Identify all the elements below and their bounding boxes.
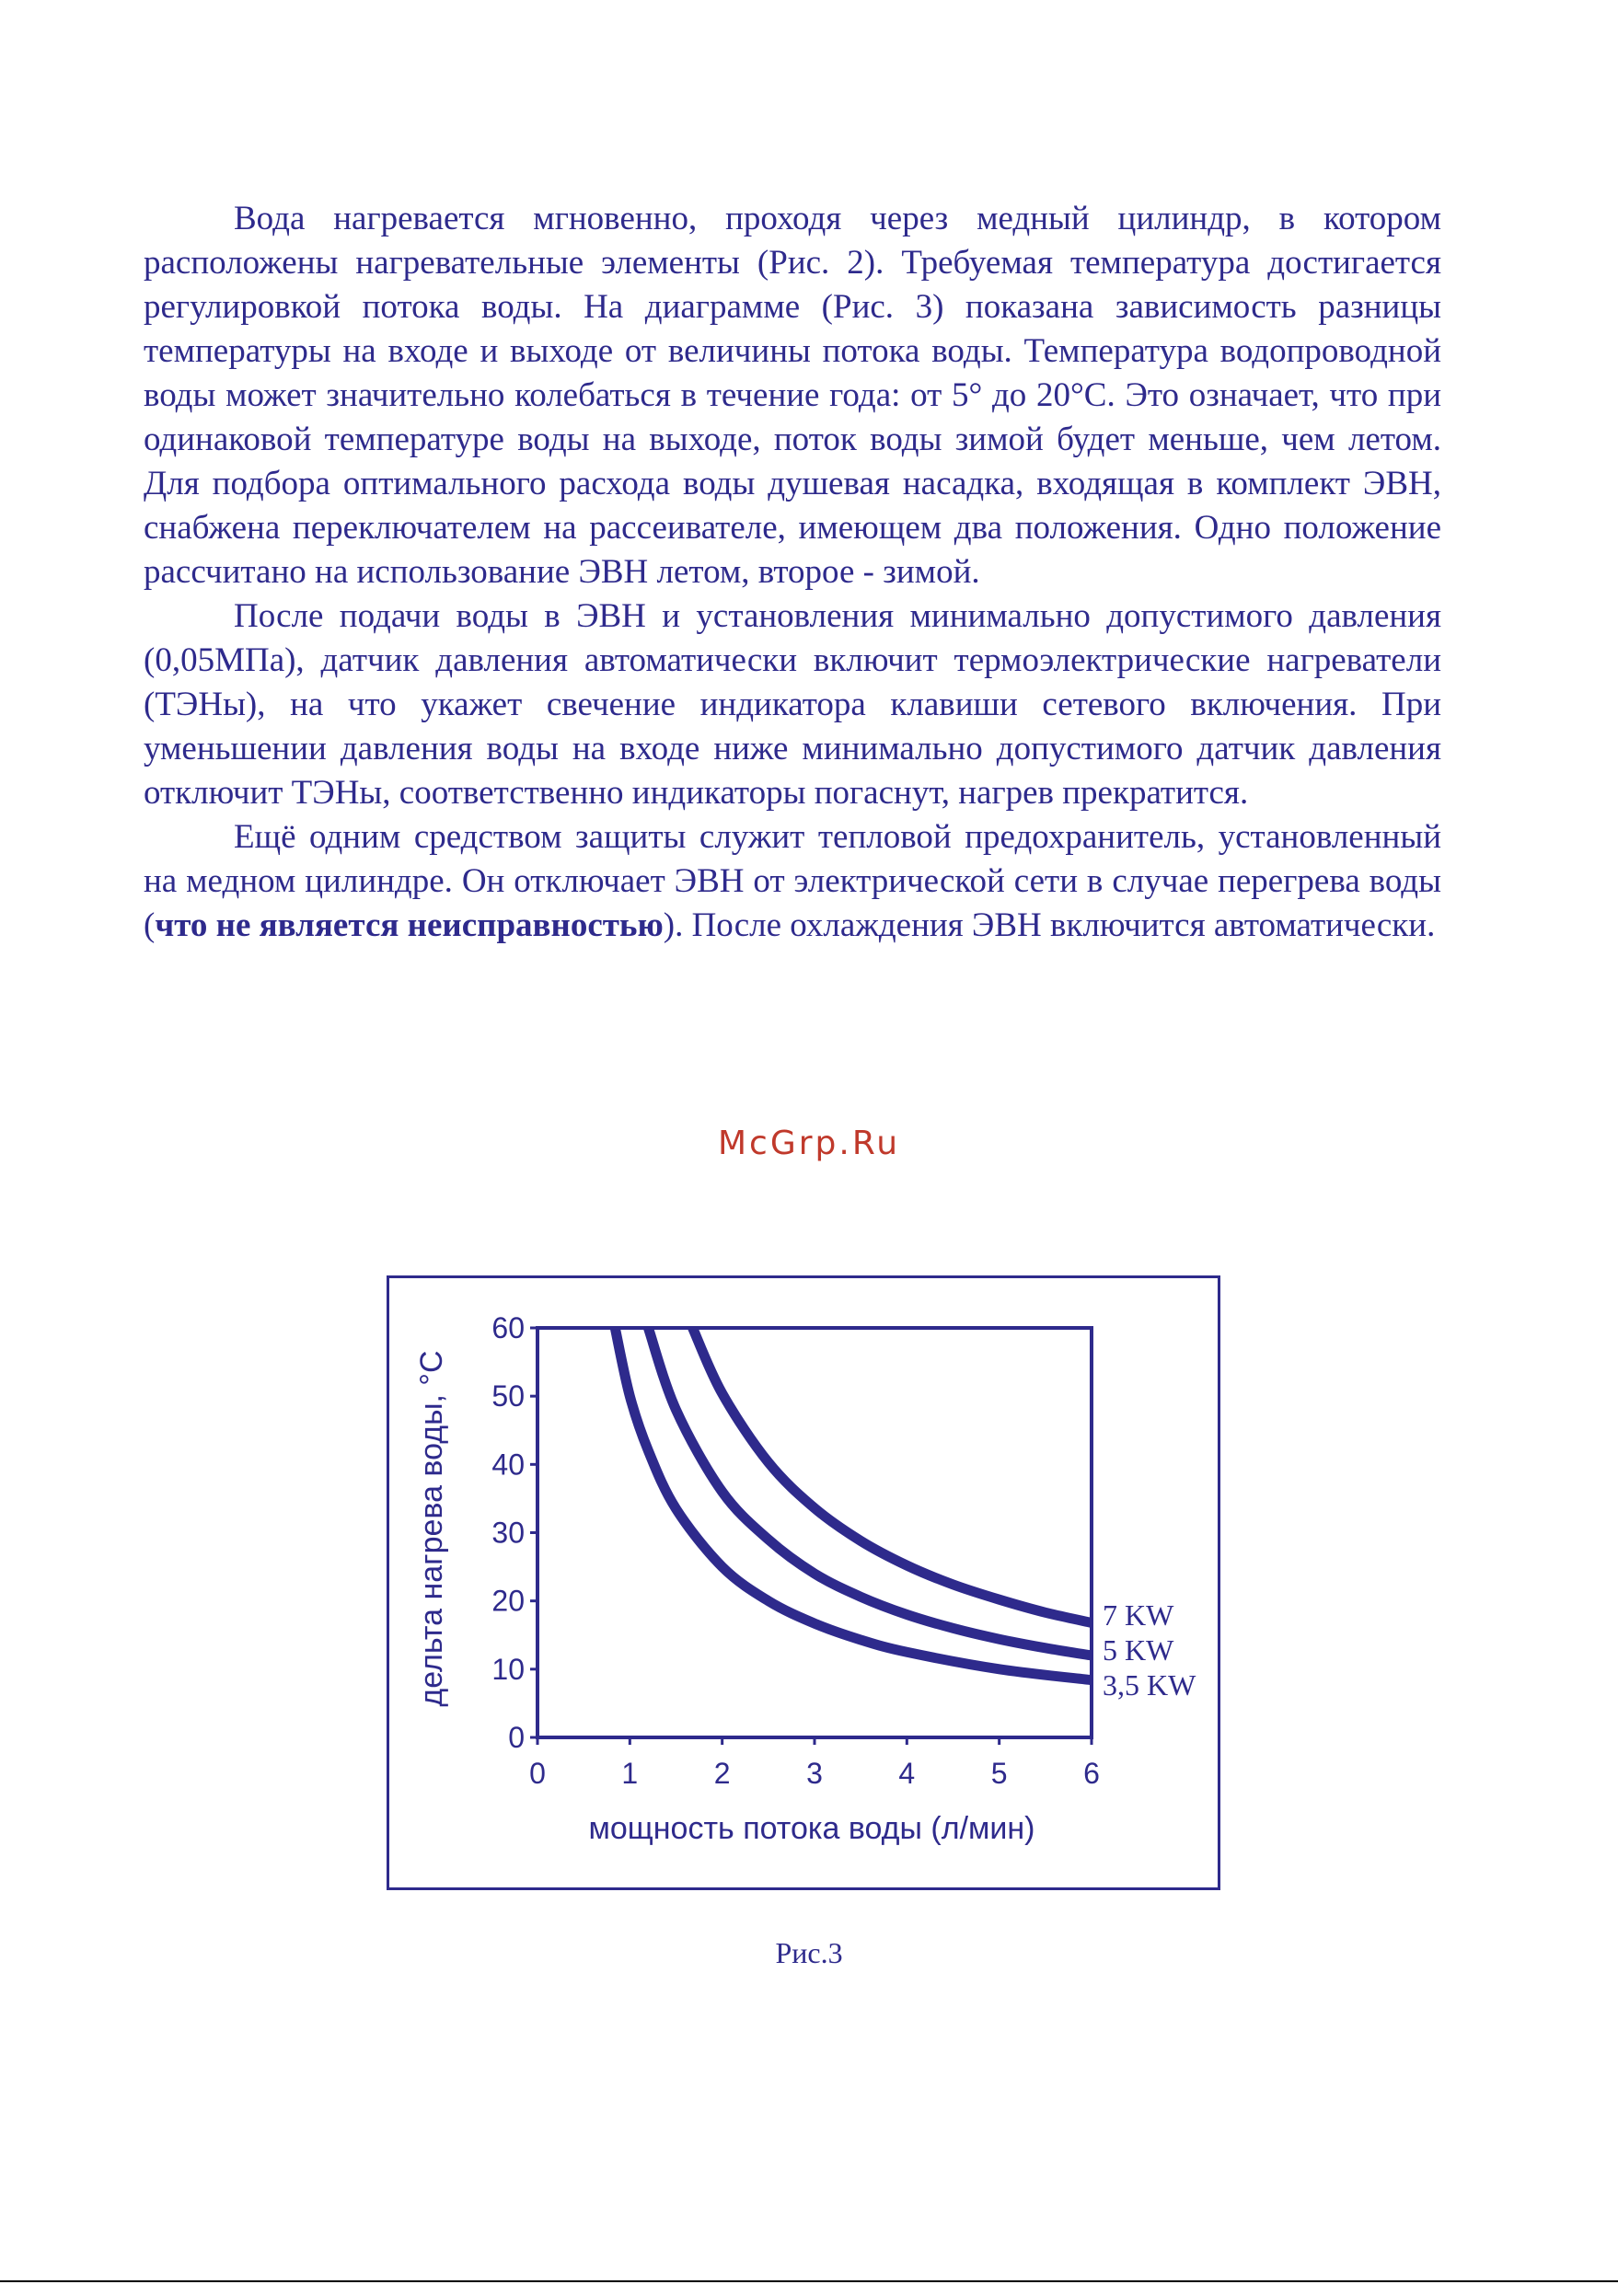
y-tick-label: 50 [491, 1379, 525, 1413]
paragraph-3-bold: что не является неисправностью [155, 906, 664, 944]
y-tick-label: 30 [491, 1516, 525, 1550]
y-tick-label: 20 [491, 1584, 525, 1618]
y-tick-label: 10 [491, 1652, 525, 1686]
plot-area-border [537, 1328, 1092, 1737]
y-tick-label: 0 [508, 1721, 525, 1754]
legend-entry: 7 KW [1103, 1598, 1174, 1632]
x-tick-label: 2 [713, 1757, 731, 1790]
figure-caption: Рис.3 [775, 1936, 843, 1969]
paragraph-3 [144, 815, 1441, 948]
y-axis-label: дельта нагрева воды, °С [414, 1350, 449, 1707]
x-axis-label: мощность потока воды (л/мин) [588, 1811, 1035, 1846]
series-line [615, 1328, 1092, 1680]
bottom-divider [0, 2280, 1618, 2282]
x-tick-label: 1 [621, 1757, 639, 1790]
watermark-logo: McGrp.Ru [717, 1125, 901, 1162]
paragraph-1: Вода нагревается мгновенно, проходя через медный цилиндр, в котором расположены нагревательные элементы (Рис. 2). Требуемая температура достигается регулировкой потока воды. На диаграмме (Рис. 3) показана зависимость разницы температуры на входе и выходе от величины потока воды. Температура водопроводной воды может значительно колебаться в течение года: от 5° до 20°С. Это означает, что при одинаковой температуре воды на выходе, поток воды зимой будет меньше, чем летом. Для подбора оптимального расхода воды душевая насадка, входящая в комплект ЭВН, снабжена переключателем на рассеивателе, имеющем два положения. Одно положение рассчитано на использование ЭВН летом, второе - зимой. [144, 200, 1441, 591]
legend-entry: 3,5 KW [1103, 1668, 1196, 1702]
x-tick-label: 0 [529, 1757, 546, 1790]
x-tick-label: 4 [898, 1757, 916, 1790]
paragraph-3-part-1: Ещё одним средством защиты служит тепловой предохранитель, установленный на медном цилиндре. Он отключает ЭВН от электрической сети в случае перегрева воды ( [144, 818, 1441, 944]
paragraph-3-part-2: ). После охлаждения ЭВН включится автоматически. [663, 906, 1436, 944]
paragraph-2: После подачи воды в ЭВН и установления минимально допустимого давления (0,05МПа), датчик давления автоматически включит термоэлектрические нагреватели (ТЭНы), на что укажет свечение индикатора клавиши сетевого включения. При уменьшении давления воды на входе ниже минимально допустимого датчик давления отключит ТЭНы, соответственно индикаторы погаснут, нагрев прекратится. [144, 597, 1441, 812]
x-tick-label: 3 [806, 1757, 823, 1790]
x-tick-label: 5 [990, 1757, 1008, 1790]
y-tick-label: 60 [491, 1311, 525, 1344]
body-text [144, 197, 1441, 948]
x-tick-label: 6 [1083, 1757, 1100, 1790]
y-tick-label: 40 [491, 1448, 525, 1482]
series-line [693, 1328, 1092, 1622]
legend-entry: 5 KW [1103, 1633, 1174, 1667]
flow-temperature-chart [387, 1275, 1220, 1890]
